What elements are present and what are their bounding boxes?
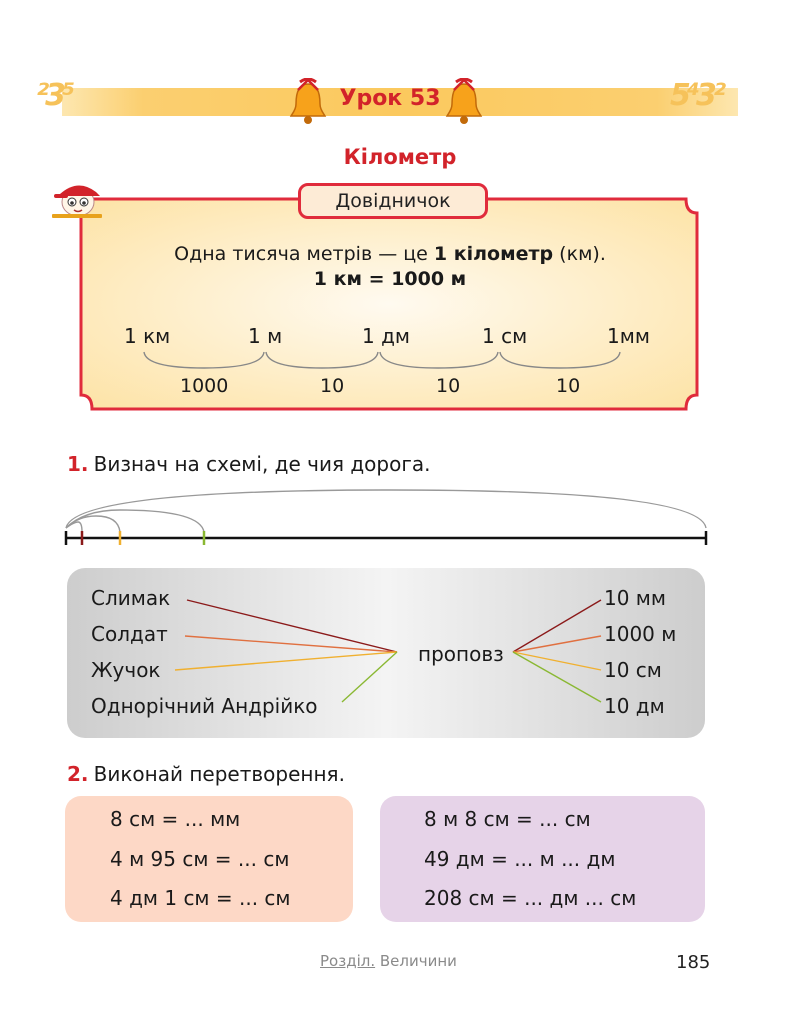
line-andriyko: [342, 652, 397, 702]
creature-label: Однорічний Андрійко: [91, 694, 318, 718]
bell-icon: [444, 78, 484, 126]
distance-label: 1000 м: [604, 622, 677, 646]
exercise-2-heading: [67, 762, 345, 786]
exercise-text: Виконай перетворення.: [93, 762, 345, 786]
topic-title: Кілометр: [343, 145, 457, 169]
conversion-task: 49 дм = ... м ... дм: [424, 847, 616, 871]
exercise-number: 1.: [67, 452, 89, 476]
conversion-task: 208 см = ... дм ... см: [424, 886, 637, 910]
unit-factor: 10: [556, 375, 581, 397]
creature-label: Слимак: [91, 586, 171, 610]
exercise-number: 2.: [67, 762, 89, 786]
digits-decoration-right: 5⁴3²: [670, 78, 723, 113]
bell-icon: [288, 78, 328, 126]
unit-braces: [140, 350, 640, 374]
line-10dm: [513, 652, 601, 702]
exercise-text: Визнач на схемі, де чия дорога.: [93, 452, 431, 476]
unit-label: 1 см: [482, 324, 528, 348]
conversion-task: 4 м 95 см = ... см: [110, 847, 290, 871]
unit-label: 1 м: [248, 324, 283, 348]
mascot-icon: [48, 178, 106, 222]
line-10cm: [513, 652, 601, 670]
page-number: 185: [676, 952, 711, 973]
unit-label: 1мм: [607, 324, 650, 348]
conversion-task: 4 дм 1 см = ... см: [110, 886, 291, 910]
distance-label: 10 дм: [604, 694, 665, 718]
unit-label: 1 км: [124, 324, 171, 348]
definition-bold: 1 кілометр: [433, 243, 554, 265]
digits-decoration-left: ²3⁵: [36, 78, 72, 113]
creature-label: Солдат: [91, 622, 168, 646]
exercise-1-heading: [67, 452, 430, 476]
footer-section: [320, 952, 457, 970]
distance-label: 10 см: [604, 658, 662, 682]
unit-factor: 1000: [180, 375, 229, 397]
distance-label: 10 мм: [604, 586, 666, 610]
verb-label: проповз: [418, 642, 504, 666]
reference-box: [78, 196, 700, 412]
unit-label: 1 дм: [362, 324, 410, 348]
section-label: Розділ.: [320, 952, 376, 970]
lesson-title: Урок 53: [339, 86, 441, 111]
conversion-task: 8 см = ... мм: [110, 807, 241, 831]
unit-factor: 10: [320, 375, 345, 397]
line-beetle: [175, 652, 397, 670]
reference-equation: 1 км = 1000 м: [313, 268, 467, 290]
definition-unit: (км).: [553, 243, 606, 265]
creature-label: Жучок: [91, 658, 161, 682]
definition-text: Одна тисяча метрів — це: [174, 243, 434, 265]
reference-definition: [100, 243, 680, 265]
reference-tab-title: Довідничок: [298, 183, 488, 219]
conversion-task: 8 м 8 см = ... см: [424, 807, 591, 831]
unit-factor: 10: [436, 375, 461, 397]
section-name: Величини: [379, 952, 457, 970]
road-scheme: [60, 480, 720, 550]
